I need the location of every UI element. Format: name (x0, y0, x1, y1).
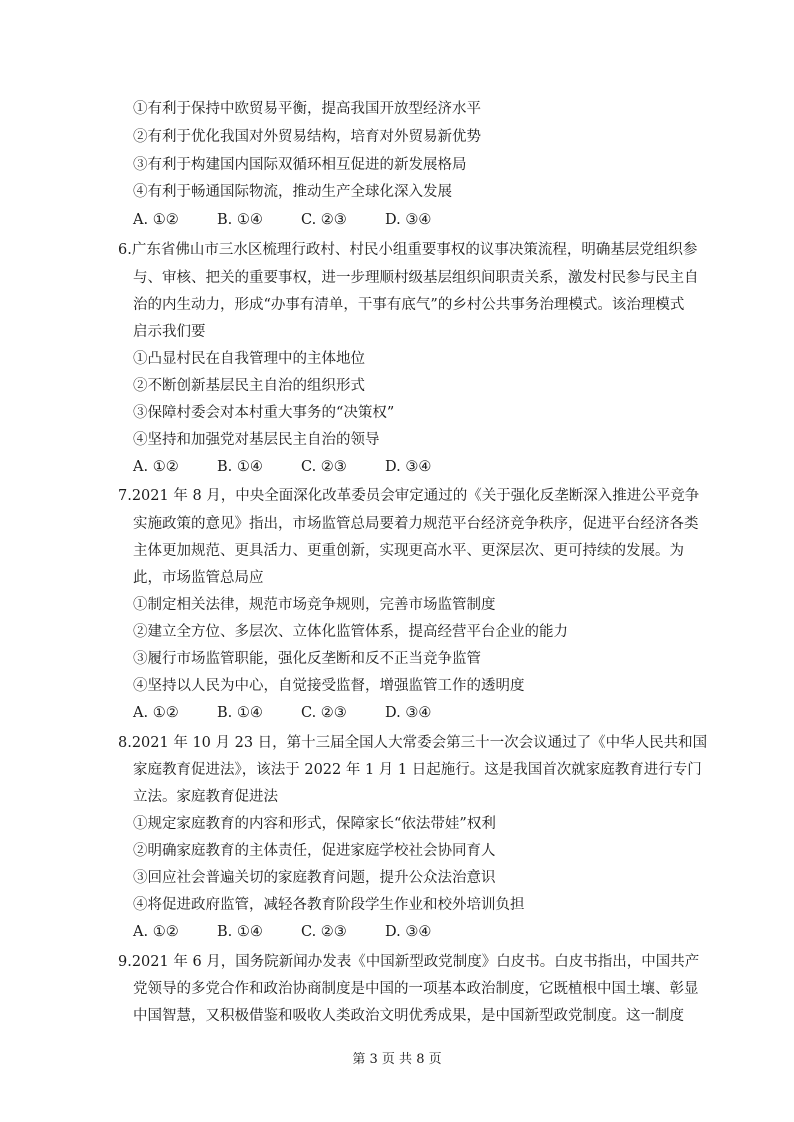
q5-item-3: ③有利于构建国内国际双循环相互促进的新发展格局 (133, 157, 467, 173)
option-d: D. ③④ (385, 212, 432, 228)
option-d: D. ③④ (385, 924, 432, 940)
option-c: C. ②③ (301, 924, 347, 940)
q5-item-2: ②有利于优化我国对外贸易结构，培育对外贸易新优势 (133, 129, 481, 145)
option-a: A. ①② (133, 705, 179, 721)
q6-stem-line-3: 治的内生动力，形成“办事有清单，干事有底气”的乡村公共事务治理模式。该治理模式 (133, 297, 685, 313)
page-number-footer: 第 3 页 共 8 页 (352, 1052, 442, 1067)
q7-item-3: ③履行市场监管职能，强化反垄断和反不正当竞争监管 (133, 651, 481, 667)
q5-options (133, 210, 445, 230)
q5-item-1: ①有利于保持中欧贸易平衡，提高我国开放型经济水平 (133, 101, 481, 117)
option-b: B. ①④ (217, 924, 263, 940)
option-d: D. ③④ (385, 459, 432, 475)
option-d: D. ③④ (385, 705, 432, 721)
q6-item-3: ③保障村委会对本村重大事务的“决策权” (133, 405, 395, 421)
q9-stem-line-1: 9.2021 年 6 月，国务院新闻办发表《中国新型政党制度》白皮书。白皮书指出，中国共产 (118, 954, 700, 970)
q6-stem-line-4: 启示我们要 (133, 324, 206, 340)
q5-item-4: ④有利于畅通国际物流，推动生产全球化深入发展 (133, 184, 452, 200)
q7-stem-line-3: 主体更加规范、更具活力、更重创新，实现更高水平、更深层次、更可持续的发展。为 (133, 543, 684, 559)
q6-stem-line-1: 6.广东省佛山市三水区梳理行政村、村民小组重要事权的议事决策流程，明确基层党组织参 (118, 242, 698, 258)
q9-stem-line-3: 中国智慧，又积极借鉴和吸收人类政治文明优秀成果，是中国新型政党制度。这一制度 (133, 1008, 684, 1024)
q8-stem-line-1: 8.2021 年 10 月 23 日，第十三届全国人大常委会第三十一次会议通过了《中华人民共和国 (118, 735, 708, 751)
q7-item-4: ④坚持以人民为中心，自觉接受监督，增强监管工作的透明度 (133, 678, 525, 694)
option-a: A. ①② (133, 459, 179, 475)
q8-item-1: ①规定家庭教育的内容和形式，保障家长“依法带娃”权利 (133, 816, 496, 832)
option-b: B. ①④ (217, 459, 263, 475)
q7-item-2: ②建立全方位、多层次、立体化监管体系，提高经营平台企业的能力 (133, 624, 568, 640)
q7-stem-line-4: 此，市场监管总局应 (133, 570, 264, 586)
q7-item-1: ①制定相关法律，规范市场竞争规则，完善市场监管制度 (133, 597, 496, 613)
q6-options (133, 457, 445, 477)
q8-stem-line-3: 立法。家庭教育促进法 (133, 789, 278, 805)
q6-item-1: ①凸显村民在自我管理中的主体地位 (133, 351, 365, 367)
q8-stem-line-2: 家庭教育促进法》，该法于 2022 年 1 月 1 日起施行。这是我国首次就家庭教育进行专门 (133, 762, 702, 778)
q9-stem-line-2: 党领导的多党合作和政治协商制度是中国的一项基本政治制度，它既植根中国土壤、彰显 (133, 981, 699, 997)
option-a: A. ①② (133, 212, 179, 228)
q8-item-4: ④将促进政府监管，减轻各教育阶段学生作业和校外培训负担 (133, 897, 525, 913)
option-c: C. ②③ (301, 212, 347, 228)
q6-item-2: ②不断创新基层民主自治的组织形式 (133, 378, 365, 394)
option-b: B. ①④ (217, 212, 263, 228)
q8-item-2: ②明确家庭教育的主体责任，促进家庭学校社会协同育人 (133, 843, 496, 859)
option-c: C. ②③ (301, 459, 347, 475)
option-c: C. ②③ (301, 705, 347, 721)
q7-options (133, 703, 445, 723)
option-a: A. ①② (133, 924, 179, 940)
q7-stem-line-2: 实施政策的意见》指出，市场监管总局要着力规范平台经济竞争秩序，促进平台经济各类 (133, 516, 699, 532)
q6-stem-line-2: 与、审核、把关的重要事权，进一步理顺村级基层组织间职责关系，激发村民参与民主自 (133, 270, 699, 286)
q8-item-3: ③回应社会普遍关切的家庭教育问题，提升公众法治意识 (133, 870, 496, 886)
option-b: B. ①④ (217, 705, 263, 721)
q8-options (133, 922, 445, 942)
q7-stem-line-1: 7.2021 年 8 月，中央全面深化改革委员会审定通过的《关于强化反垄断深入推进公平竞争 (118, 488, 700, 504)
q6-item-4: ④坚持和加强党对基层民主自治的领导 (133, 432, 380, 448)
